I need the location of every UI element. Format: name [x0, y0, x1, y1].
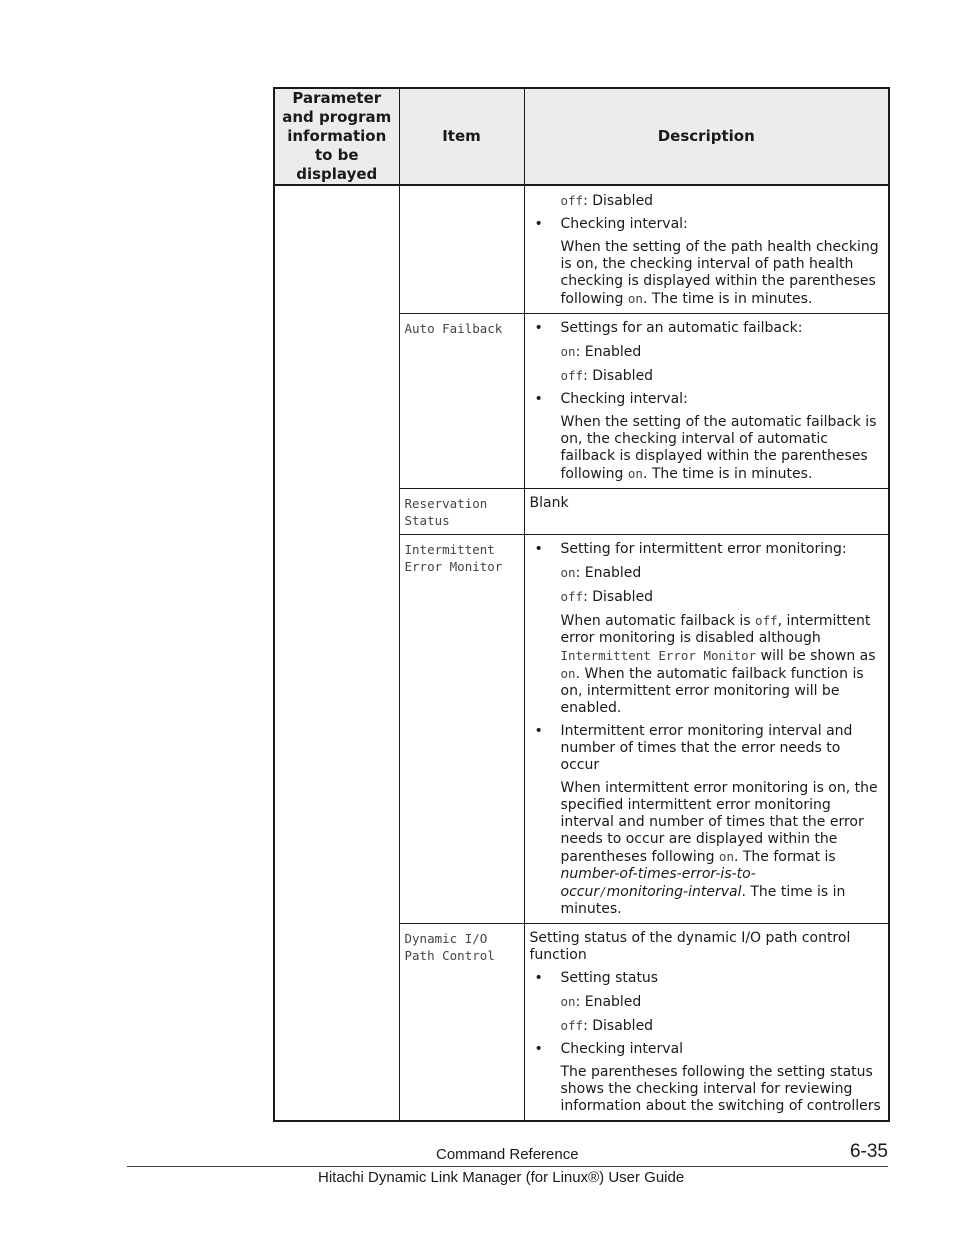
description-paragraph [530, 993, 884, 1011]
description-cell [524, 314, 889, 489]
text-run: : Disabled [583, 589, 654, 605]
text-run: Settings for an automatic failback: [560, 320, 803, 336]
text-run: When intermittent error monitoring is on, the specified intermittent error monitoring interval and number of times that the error needs to occur are displayed within the parentheses following [560, 780, 878, 865]
description-paragraph [530, 780, 884, 918]
text-run: Intermittent error monitoring interval and number of times that the error needs to occur [560, 723, 853, 773]
bullet-icon: • [534, 723, 543, 739]
footer-guide-title: Hitachi Dynamic Link Manager (for Linux®) User Guide [318, 1169, 685, 1186]
bullet-icon: • [534, 320, 543, 336]
code-text: Intermittent Error Monitor [560, 648, 757, 663]
code-text: on [627, 466, 643, 481]
text-run: . The time is in minutes. [642, 466, 813, 482]
description-paragraph [530, 1064, 884, 1115]
description-cell [524, 489, 889, 535]
code-text: off [560, 368, 584, 383]
code-text: on [560, 666, 576, 681]
bullet-item [530, 541, 884, 558]
bullet-icon: • [534, 391, 543, 407]
item-cell: Auto Failback [399, 314, 524, 489]
description-cell [524, 535, 889, 924]
code-text: on [560, 565, 576, 580]
code-text: on [560, 344, 576, 359]
description-paragraph [530, 239, 884, 308]
text-run: When the setting of the path health checking is on, the checking interval of path health checking is displayed within the parentheses following [560, 239, 879, 307]
italic-text: monitoring-interval [606, 884, 742, 900]
text-run: : Disabled [583, 193, 654, 209]
header-description: Description [524, 88, 889, 185]
description-cell [524, 185, 889, 314]
text-run: . The time is in minutes. [560, 884, 846, 917]
item-cell: Reservation Status [399, 489, 524, 535]
code-text: off [560, 1018, 584, 1033]
text-run: . When the automatic failback function is on, intermittent error monitoring will be enabled. [560, 666, 864, 716]
text-run: When the setting of the automatic failback is on, the checking interval of automatic failback is displayed within the parentheses following [560, 414, 877, 482]
item-cell: Dynamic I/O Path Control [399, 924, 524, 1122]
text-run: Setting for intermittent error monitoring: [560, 541, 847, 557]
bullet-item [530, 320, 884, 337]
text-run: : Enabled [575, 994, 642, 1010]
description-cell [524, 924, 889, 1122]
text-run: When automatic failback is [560, 613, 756, 629]
text-run: : Enabled [575, 565, 642, 581]
reference-table [273, 87, 890, 1122]
page-number: 6-35 [849, 1141, 888, 1162]
description-paragraph [530, 414, 884, 483]
text-run: Setting status of the dynamic I/O path control function [529, 930, 851, 963]
table-row [274, 185, 889, 314]
footer-section-title: Command Reference [436, 1146, 579, 1163]
bullet-icon: • [534, 970, 543, 986]
table-body [274, 185, 889, 1121]
description-paragraph [530, 367, 884, 385]
text-run: Checking interval: [560, 391, 688, 407]
description-paragraph [530, 612, 884, 717]
code-text: on [718, 849, 734, 864]
code-text: off [560, 193, 584, 208]
description-paragraph [530, 495, 884, 512]
text-run: : Disabled [583, 1018, 654, 1034]
description-paragraph [530, 564, 884, 582]
text-run: The parentheses following the setting status shows the checking interval for reviewing information about the switching of controllers [560, 1064, 881, 1114]
code-text: off [560, 589, 584, 604]
bullet-icon: • [534, 216, 543, 232]
bullet-item [530, 723, 884, 774]
text-run: will be shown as [756, 648, 876, 664]
text-run: Blank [529, 495, 569, 511]
italic-text: number-of-times-error-is-to-occur [560, 866, 756, 900]
header-parameter: Parameter and program information to be displayed [274, 88, 399, 185]
description-paragraph [530, 343, 884, 361]
description-paragraph [530, 192, 884, 210]
text-run: , intermittent error monitoring is disabled although [560, 613, 871, 646]
table-header-row [274, 88, 889, 185]
text-run: Checking interval [560, 1041, 684, 1057]
bullet-item [530, 216, 884, 233]
bullet-icon: • [534, 1041, 543, 1057]
code-text: on [627, 291, 643, 306]
item-cell: Intermittent Error Monitor [399, 535, 524, 924]
description-paragraph [530, 588, 884, 606]
parameter-cell [274, 185, 399, 1121]
code-text: / [599, 884, 607, 899]
text-run: Checking interval: [560, 216, 688, 232]
description-paragraph [530, 1017, 884, 1035]
bullet-icon: • [534, 541, 543, 557]
text-run: . The format is [733, 849, 836, 865]
bullet-item [530, 391, 884, 408]
description-paragraph [530, 930, 884, 964]
code-text: off [755, 613, 778, 628]
text-run: Setting status [560, 970, 659, 986]
text-run: : Enabled [575, 344, 642, 360]
code-text: on [560, 994, 576, 1009]
header-item: Item [399, 88, 524, 185]
text-run: . The time is in minutes. [642, 291, 813, 307]
text-run: : Disabled [583, 368, 654, 384]
bullet-item [530, 970, 884, 987]
bullet-item [530, 1041, 884, 1058]
item-cell [399, 185, 524, 314]
footer-rule [127, 1166, 888, 1167]
